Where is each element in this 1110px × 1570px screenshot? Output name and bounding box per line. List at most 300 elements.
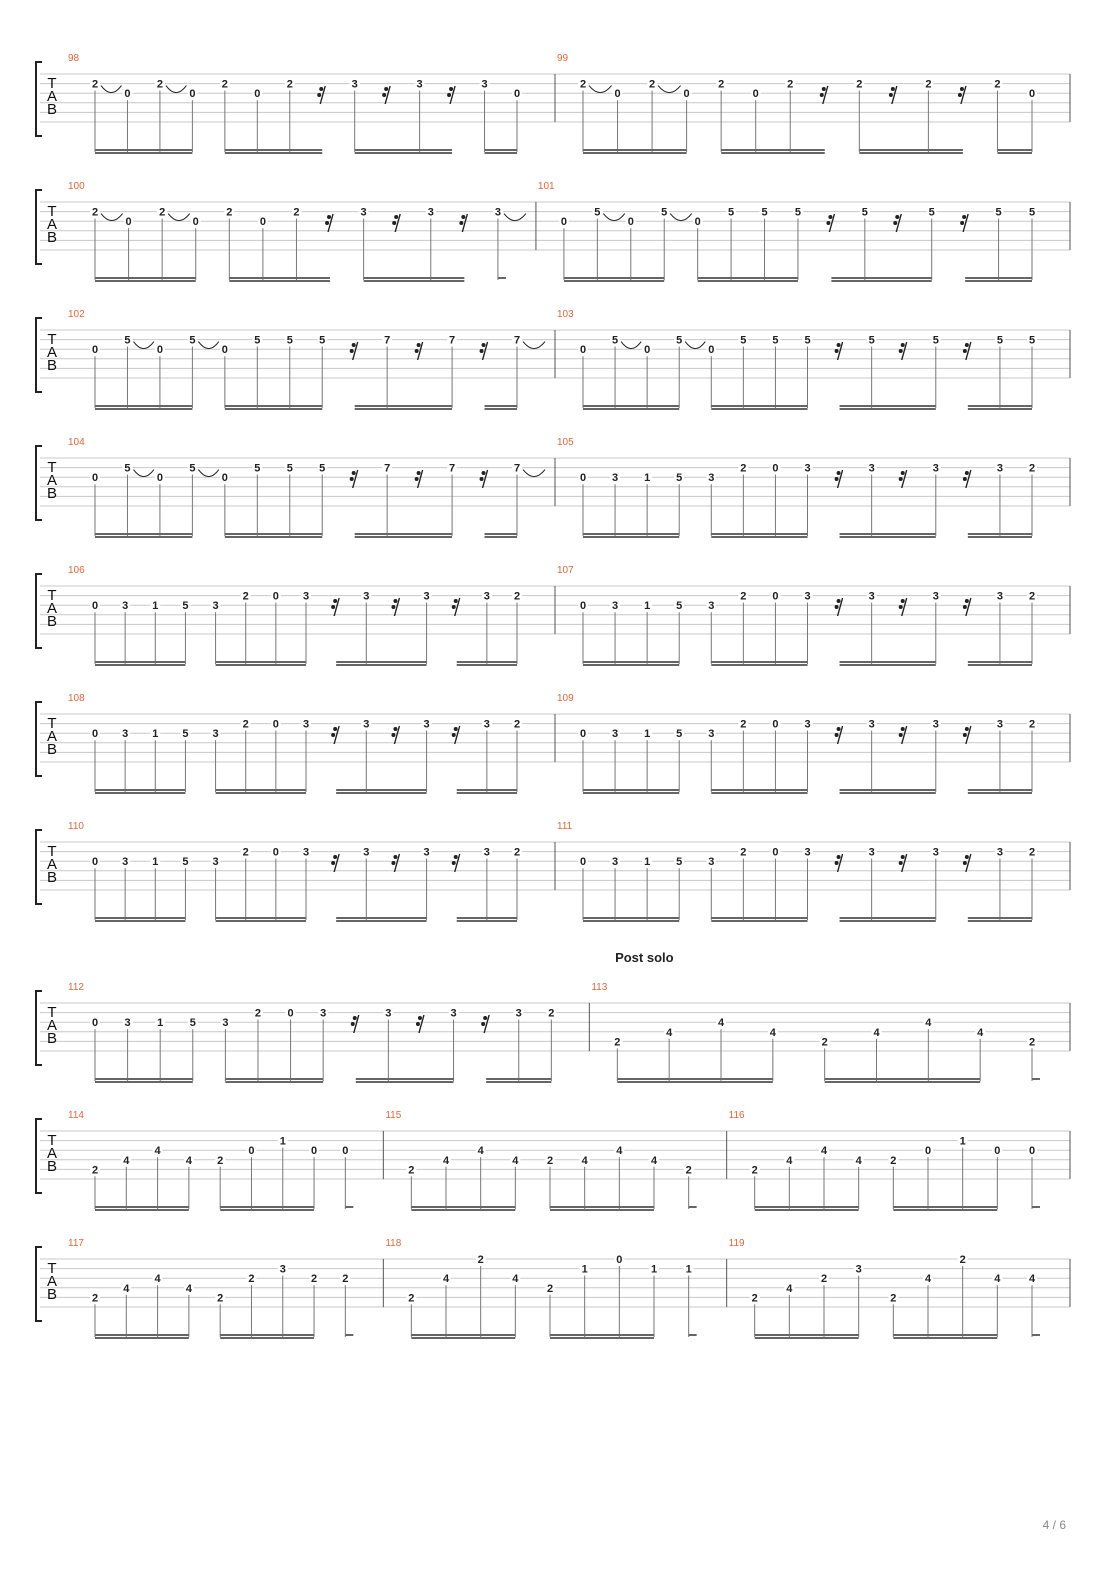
- fret-number: 4: [977, 1026, 984, 1039]
- measure-number: 116: [728, 1110, 745, 1121]
- beam: [711, 792, 807, 794]
- fret-number: 5: [995, 206, 1002, 219]
- fret-number: 1: [581, 1263, 588, 1276]
- tab-clef-letter: B: [46, 357, 58, 374]
- fret-number: 2: [254, 1007, 262, 1020]
- fret-number: 0: [310, 1145, 318, 1158]
- fret-number: 2: [91, 206, 99, 219]
- beam: [583, 792, 679, 794]
- fret-number: 5: [124, 334, 131, 347]
- fret-number: 3: [279, 1263, 286, 1276]
- rest-symbol: [350, 470, 358, 488]
- tab-clef-letter: T: [47, 1004, 57, 1021]
- measure: [727, 1238, 1040, 1339]
- fret-number: 1: [157, 1017, 164, 1030]
- beam: [583, 917, 679, 919]
- fret-number: 5: [676, 472, 683, 485]
- measure: [383, 1238, 696, 1339]
- fret-number: 3: [708, 472, 715, 485]
- fret-number: 5: [182, 728, 189, 741]
- beam: [840, 661, 936, 663]
- beam: [711, 917, 807, 919]
- fret-number: 2: [820, 1273, 828, 1286]
- fret-number: 4: [820, 1145, 828, 1158]
- rest-symbol: [963, 470, 971, 488]
- beam: [457, 792, 517, 794]
- measure: [536, 181, 1037, 282]
- rest-symbol: [826, 214, 834, 232]
- beam: [355, 405, 452, 407]
- fret-number: 4: [924, 1273, 932, 1286]
- measure-number: 102: [68, 309, 85, 320]
- fret-number: 0: [272, 846, 279, 859]
- measure-number: 115: [385, 1110, 402, 1121]
- fret-number: 7: [513, 334, 521, 347]
- fret-number: 5: [676, 728, 683, 741]
- rest-symbol: [415, 470, 423, 488]
- rest-symbol: [835, 342, 843, 360]
- fret-number: 2: [91, 1292, 99, 1305]
- beam: [721, 149, 825, 151]
- fret-number: 4: [786, 1282, 793, 1295]
- fret-number: 5: [661, 206, 668, 219]
- fret-number: 0: [156, 344, 163, 357]
- beam: [711, 408, 807, 410]
- beam: [840, 405, 936, 407]
- fret-number: 4: [154, 1273, 161, 1286]
- fret-number: 5: [676, 856, 683, 869]
- fret-number: 0: [192, 216, 199, 229]
- rest-symbol: [452, 598, 460, 616]
- measure: [68, 1238, 353, 1339]
- rest-symbol: [382, 86, 390, 104]
- beam: [583, 920, 679, 922]
- rest-symbol: [331, 854, 339, 872]
- fret-number: 3: [996, 462, 1003, 475]
- staff-system: [36, 437, 1070, 538]
- beam: [755, 1337, 859, 1339]
- fret-number: 5: [1028, 206, 1036, 219]
- fret-number: 0: [644, 344, 651, 357]
- rest-symbol: [889, 86, 897, 104]
- fret-number: 1: [644, 600, 651, 613]
- beam: [550, 1209, 654, 1211]
- tie-arc: [198, 470, 218, 477]
- measure-number: 104: [68, 437, 85, 448]
- fret-number: 2: [718, 78, 725, 91]
- fret-number: 4: [786, 1154, 793, 1167]
- fret-number: 0: [254, 88, 261, 101]
- measure-number: 101: [537, 181, 555, 192]
- tie-arc: [101, 214, 123, 221]
- measure-number: 108: [68, 693, 85, 704]
- tab-clef-letter: A: [46, 344, 58, 361]
- measure: [383, 1110, 696, 1211]
- staff-system: [36, 309, 1070, 410]
- tab-clef-letter: B: [46, 1030, 58, 1047]
- fret-number: 0: [616, 1254, 623, 1266]
- beam: [336, 917, 426, 919]
- beam: [840, 536, 936, 538]
- tie-arc: [101, 86, 121, 93]
- system-bracket: [36, 446, 42, 520]
- beam: [498, 277, 506, 279]
- fret-number: 0: [259, 216, 266, 229]
- fret-number: 5: [189, 462, 196, 475]
- beam: [220, 1206, 314, 1208]
- beam: [583, 789, 679, 791]
- fret-number: 5: [761, 206, 768, 219]
- beam: [355, 536, 452, 538]
- rest-symbol: [963, 598, 971, 616]
- fret-number: 3: [932, 462, 939, 475]
- fret-number: 3: [612, 856, 619, 869]
- fret-number: 3: [363, 590, 370, 603]
- beam: [1032, 1334, 1040, 1336]
- rest-symbol: [899, 598, 907, 616]
- tie-arc: [133, 342, 153, 349]
- beam: [229, 277, 330, 279]
- beam: [564, 280, 664, 282]
- fret-number: 3: [212, 728, 219, 741]
- beam: [95, 1078, 193, 1080]
- beam: [225, 1081, 323, 1083]
- tab-clef-letter: T: [47, 203, 57, 220]
- beam: [840, 408, 936, 410]
- measure-number: 103: [557, 309, 574, 320]
- beam: [457, 664, 517, 666]
- beam: [840, 664, 936, 666]
- fret-number: 0: [752, 88, 759, 101]
- tab-clef-letter: T: [47, 843, 57, 860]
- tie-arc: [198, 342, 218, 349]
- fret-number: 4: [442, 1273, 450, 1286]
- beam: [457, 789, 517, 791]
- fret-number: 7: [384, 462, 391, 475]
- fret-number: 3: [416, 78, 423, 91]
- beam: [583, 408, 679, 410]
- rest-symbol: [899, 470, 907, 488]
- beam: [95, 408, 192, 410]
- beam: [355, 408, 452, 410]
- fret-number: 0: [156, 472, 163, 485]
- rest-symbol: [820, 86, 828, 104]
- fret-number: 1: [959, 1135, 966, 1148]
- system-bracket: [36, 702, 42, 776]
- fret-number: 4: [873, 1026, 880, 1039]
- beam: [95, 917, 185, 919]
- beam: [411, 1337, 515, 1339]
- beam: [893, 1334, 997, 1336]
- rest-symbol: [317, 86, 325, 104]
- beam: [95, 1206, 189, 1208]
- beam: [225, 408, 322, 410]
- fret-number: 4: [123, 1282, 130, 1295]
- system-bracket: [36, 1119, 42, 1193]
- beam: [216, 917, 306, 919]
- tab-clef-letter: T: [47, 715, 57, 732]
- fret-number: 2: [248, 1273, 255, 1286]
- beam: [997, 149, 1032, 151]
- beam: [721, 152, 825, 154]
- beam: [550, 1206, 654, 1208]
- fret-number: 4: [769, 1026, 776, 1039]
- fret-number: 1: [279, 1135, 286, 1148]
- fret-number: 3: [483, 718, 490, 731]
- fret-number: 1: [650, 1263, 658, 1276]
- tab-clef-letter: A: [46, 856, 58, 873]
- beam: [220, 1334, 314, 1336]
- fret-number: 5: [189, 1017, 196, 1030]
- fret-number: 3: [360, 206, 367, 219]
- measure-number: 113: [591, 982, 608, 993]
- fret-number: 3: [804, 462, 811, 475]
- fret-number: 2: [408, 1164, 415, 1177]
- fret-number: 3: [804, 846, 811, 859]
- beam: [355, 149, 452, 151]
- measure-number: 98: [68, 53, 80, 64]
- rest-symbol: [835, 726, 843, 744]
- fret-number: 5: [286, 334, 293, 347]
- beam: [968, 408, 1032, 410]
- fret-number: 3: [351, 78, 358, 91]
- fret-number: 5: [794, 206, 802, 219]
- tab-clef-letter: B: [46, 741, 58, 758]
- fret-number: 2: [959, 1254, 966, 1266]
- tab-clef-letter: B: [46, 229, 58, 246]
- fret-number: 2: [293, 206, 300, 219]
- beam: [336, 789, 426, 791]
- beam: [831, 277, 931, 279]
- fret-number: 3: [868, 718, 875, 731]
- system-bracket: [36, 62, 42, 136]
- fret-number: 0: [513, 88, 521, 101]
- fret-number: 0: [772, 590, 779, 603]
- fret-number: 2: [91, 78, 99, 91]
- fret-number: 0: [91, 1017, 99, 1030]
- tab-clef-letter: B: [46, 869, 58, 886]
- fret-number: 4: [477, 1145, 484, 1158]
- fret-number: 0: [91, 472, 99, 485]
- fret-number: 1: [152, 856, 159, 869]
- beam: [755, 1209, 859, 1211]
- beam: [411, 1206, 515, 1208]
- measure-number: 100: [68, 181, 85, 192]
- staff-system: [36, 950, 1070, 1083]
- measure-number: 112: [68, 982, 84, 993]
- fret-number: 3: [932, 718, 939, 731]
- fret-number: 4: [154, 1145, 161, 1158]
- beam: [225, 1078, 323, 1080]
- tab-clef-letter: T: [47, 1260, 57, 1277]
- fret-number: 0: [683, 88, 690, 101]
- staff-system: [36, 53, 1070, 154]
- tie-arc: [685, 342, 705, 349]
- fret-number: 5: [1028, 334, 1036, 347]
- measure-number: 109: [557, 693, 574, 704]
- fret-number: 3: [708, 600, 715, 613]
- fret-number: 3: [868, 590, 875, 603]
- beam: [95, 664, 185, 666]
- fret-number: 5: [740, 334, 747, 347]
- beam: [831, 280, 931, 282]
- fret-number: 0: [124, 88, 131, 101]
- measure-number: 117: [68, 1238, 84, 1249]
- fret-number: 2: [242, 718, 249, 731]
- tab-clef-letter: T: [47, 1132, 57, 1149]
- beam: [336, 920, 426, 922]
- beam: [617, 1078, 773, 1080]
- fret-number: 0: [772, 462, 779, 475]
- fret-number: 2: [751, 1164, 758, 1177]
- rest-symbol: [899, 342, 907, 360]
- beam: [355, 533, 452, 535]
- tab-clef-letter: A: [46, 1273, 58, 1290]
- beam: [583, 149, 687, 151]
- fret-number: 2: [310, 1273, 318, 1286]
- measure-number: 118: [385, 1238, 402, 1249]
- fret-number: 0: [772, 718, 779, 731]
- fret-number: 3: [212, 856, 219, 869]
- beam: [583, 533, 679, 535]
- measure: [68, 53, 522, 154]
- fret-number: 5: [182, 600, 189, 613]
- beam: [216, 664, 306, 666]
- fret-number: 1: [644, 472, 651, 485]
- beam: [1032, 1078, 1040, 1080]
- rest-symbol: [415, 342, 423, 360]
- tab-clef-letter: T: [47, 75, 57, 92]
- beam: [220, 1337, 314, 1339]
- fret-number: 3: [122, 600, 129, 613]
- fret-number: 2: [513, 590, 521, 603]
- fret-number: 4: [1028, 1273, 1036, 1286]
- beam: [485, 152, 517, 154]
- fret-number: 5: [996, 334, 1003, 347]
- fret-number: 3: [708, 728, 715, 741]
- fret-number: 3: [932, 846, 939, 859]
- beam: [457, 920, 517, 922]
- beam: [220, 1209, 314, 1211]
- tie-arc: [589, 86, 612, 93]
- fret-number: 2: [226, 206, 233, 219]
- fret-number: 3: [708, 856, 715, 869]
- beam: [859, 149, 963, 151]
- measure: [68, 1110, 353, 1211]
- fret-number: 5: [182, 856, 189, 869]
- beam: [583, 405, 679, 407]
- fret-number: 0: [272, 590, 279, 603]
- rest-symbol: [350, 342, 358, 360]
- fret-number: 0: [91, 856, 99, 869]
- beam: [893, 1209, 997, 1211]
- tie-arc: [504, 214, 526, 221]
- fret-number: 5: [612, 334, 619, 347]
- beam: [95, 536, 192, 538]
- fret-number: 2: [1028, 462, 1036, 475]
- fret-number: 0: [91, 344, 99, 357]
- fret-number: 2: [649, 78, 656, 91]
- beam: [968, 405, 1032, 407]
- beam: [95, 789, 185, 791]
- rest-symbol: [899, 726, 907, 744]
- fret-number: 4: [442, 1154, 450, 1167]
- beam: [95, 1334, 189, 1336]
- beam: [355, 152, 452, 154]
- fret-number: 0: [994, 1145, 1001, 1158]
- beam: [840, 533, 936, 535]
- tab-clef-letter: A: [46, 728, 58, 745]
- rest-symbol: [351, 1015, 359, 1033]
- tab-clef-letter: B: [46, 485, 58, 502]
- rest-symbol: [958, 86, 966, 104]
- measure-number: 106: [68, 565, 85, 576]
- fret-number: 3: [804, 718, 811, 731]
- fret-number: 3: [481, 78, 488, 91]
- beam: [711, 405, 807, 407]
- fret-number: 2: [614, 1036, 621, 1049]
- staff-system: [36, 181, 1070, 282]
- fret-number: 4: [616, 1145, 623, 1158]
- beam: [356, 1081, 454, 1083]
- fret-number: 0: [1028, 1145, 1036, 1158]
- beam: [486, 1081, 551, 1083]
- beam: [364, 277, 465, 279]
- measure: [589, 950, 1040, 1083]
- tab-clef-letter: A: [46, 1017, 58, 1034]
- fret-number: 0: [189, 88, 196, 101]
- tab-clef-letter: A: [46, 88, 58, 105]
- beam: [95, 280, 196, 282]
- fret-number: 2: [740, 718, 747, 731]
- fret-number: 3: [868, 462, 875, 475]
- fret-number: 3: [483, 590, 490, 603]
- beam: [997, 152, 1032, 154]
- beam: [711, 536, 807, 538]
- fret-number: 2: [925, 78, 932, 91]
- rest-symbol: [893, 214, 901, 232]
- beam: [968, 917, 1032, 919]
- fret-number: 2: [548, 1007, 555, 1020]
- fret-number: 3: [612, 728, 619, 741]
- measure: [68, 181, 526, 282]
- fret-number: 3: [122, 856, 129, 869]
- fret-number: 3: [427, 206, 434, 219]
- fret-number: 0: [221, 472, 228, 485]
- beam: [225, 152, 322, 154]
- beam: [689, 1206, 697, 1208]
- beam: [583, 536, 679, 538]
- section-label: Post solo: [615, 950, 674, 965]
- rest-symbol: [391, 854, 399, 872]
- fret-number: 1: [152, 600, 159, 613]
- beam: [711, 533, 807, 535]
- tab-clef-letter: B: [46, 1286, 58, 1303]
- fret-number: 1: [152, 728, 159, 741]
- beam: [968, 536, 1032, 538]
- fret-number: 3: [302, 846, 310, 859]
- beam: [840, 792, 936, 794]
- beam: [216, 920, 306, 922]
- beam: [485, 405, 517, 407]
- beam: [95, 405, 192, 407]
- fret-number: 3: [385, 1007, 392, 1020]
- fret-number: 5: [728, 206, 735, 219]
- fret-number: 0: [579, 344, 587, 357]
- beam: [336, 664, 426, 666]
- fret-number: 2: [217, 1292, 224, 1305]
- beam: [216, 661, 306, 663]
